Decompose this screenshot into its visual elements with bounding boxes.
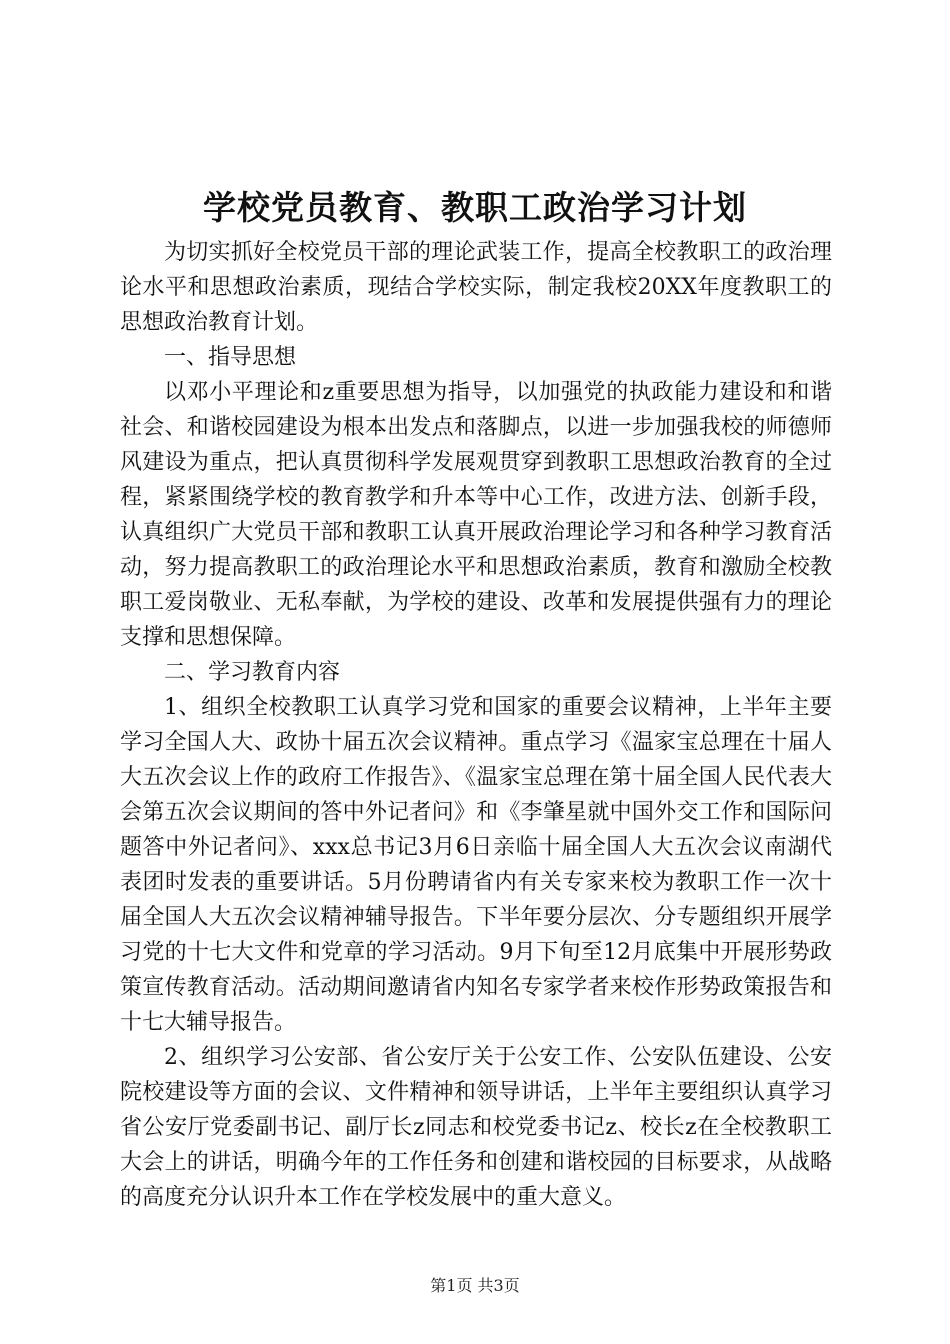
intro-paragraph: 为切实抓好全校党员干部的理论武装工作，提高全校教职工的政治理论水平和思想政治素质，现结合学校实际，制定我校20XX年度教职工的思想政治教育计划。 [120, 240, 832, 335]
document-body [120, 235, 832, 1215]
section-heading-guiding-thought: 一、指导思想 [164, 345, 297, 370]
document-title: 学校党员教育、教职工政治学习计划 [203, 188, 747, 227]
section-heading-study-content: 二、学习教育内容 [164, 660, 341, 685]
page-footer: 第1页 共3页 [430, 1276, 520, 1295]
guiding-thought-paragraph: 以邓小平理论和z重要思想为指导，以加强党的执政能力建设和和谐社会、和谐校园建设为根本出发点和落脚点，以进一步加强我校的师德师风建设为重点，把认真贯彻科学发展观贯穿到教职工思想政治教育的全过程，紧紧围绕学校的教育教学和升本等中心工作，改进方法、创新手段，认真组织广大党员干部和教职工认真开展政治理论学习和各种学习教育活动，努力提高教职工的政治理论水平和思想政治素质，教育和激励全校教职工爱岗敬业、无私奉献，为学校的建设、改革和发展提供强有力的理论支撑和思想保障。 [120, 380, 832, 650]
study-item-1: 1、组织全校教职工认真学习党和国家的重要会议精神，上半年主要学习全国人大、政协十届五次会议精神。重点学习《温家宝总理在十届人大五次会议上作的政府工作报告》、《温家宝总理在第十届全国人民代表大会第五次会议期间的答中外记者问》和《李肇星就中国外交工作和国际问题答中外记者问》、xxx总书记3月6日亲临十届全国人大五次会议南湖代表团时发表的重要讲话。5月份聘请省内有关专家来校为教职工作一次十届全国人大五次会议精神辅导报告。下半年要分层次、分专题组织开展学习党的十七大文件和党章的学习活动。9月下旬至12月底集中开展形势政策宣传教育活动。活动期间邀请省内知名专家学者来校作形势政策报告和十七大辅导报告。 [120, 695, 832, 1035]
study-item-2: 2、组织学习公安部、省公安厅关于公安工作、公安队伍建设、公安院校建设等方面的会议、文件精神和领导讲话，上半年主要组织认真学习省公安厅党委副书记、副厅长z同志和校党委书记z、校长z在全校教职工大会上的讲话，明确今年的工作任务和创建和谐校园的目标要求，从战略的高度充分认识升本工作在学校发展中的重大意义。 [120, 1045, 832, 1210]
